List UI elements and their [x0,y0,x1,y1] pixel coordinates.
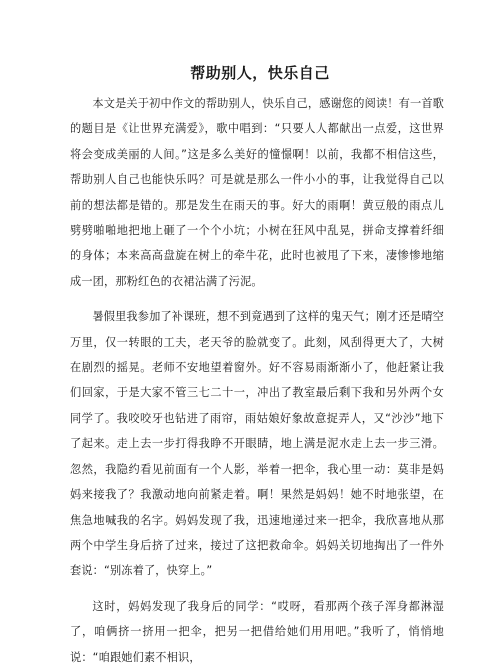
article-body [70,91,444,670]
paragraph-1: 本文是关于初中作文的帮助别人，快乐自己，感谢您的阅读！有一首歌的题目是《让世界充满爱》，歌中唱到：“只要人人都献出一点爱，这世界将会变成美丽的人间。”这是多么美好的憧憬啊！以前，我都不相信这些，帮助别人自己也能快乐吗？可是就是那么一件小小的事，让我觉得自己以前的想法都是错的。那是发生在雨天的事。好大的雨啊！黄豆般的雨点儿劈劈啪啪地把地上砸了一个个小坑；小树在狂风中乱晃，拼命支撑着纤细的身体；本来高高盘旋在树上的牵牛花，此时也被甩了下来，凄惨惨地缩成一团，那粉红色的衣裙沾满了污泥。 [70,97,444,288]
document-title: 帮助别人，快乐自己 [190,64,330,82]
paragraph-2: 暑假里我参加了补课班，想不到竟遇到了这样的鬼天气；刚才还是晴空万里，仅一转眼的工夫，老天爷的脸就变了。此刻，风刮得更大了，大树在剧烈的摇晃。老师不安地望着窗外。好不容易雨渐渐小了，他赶紧让我们回家，于是大家不管三七二十一，冲出了教室最后剩下我和另外两个女同学了。我咬咬牙也钻进了雨帘，雨姑娘好象故意捉弄人，又“沙沙”地下了起来。走上去一步打得我睁不开眼睛，地上满是泥水走上去一步三滑。忽然，我隐约看见前面有一个人影，举着一把伞，我心里一动：莫非是妈妈来接我了？我激动地向前紧走着。啊！果然是妈妈！她不时地张望，在焦急地喊我的名字。妈妈发现了我，迅速地递过来一把伞，我欣喜地从那两个中学生身后挤了过来，接过了这把救命伞。妈妈关切地掏出了一件外套说：“别冻着了，快穿上。” [70,310,444,578]
paragraph-3: 这时，妈妈发现了我身后的同学：“哎呀，看那两个孩子浑身都淋湿了，咱俩挤一挤用一把伞，把另一把借给她们用用吧。”我听了，悄悄地说：“咱跟她们素不相识， [70,599,444,664]
